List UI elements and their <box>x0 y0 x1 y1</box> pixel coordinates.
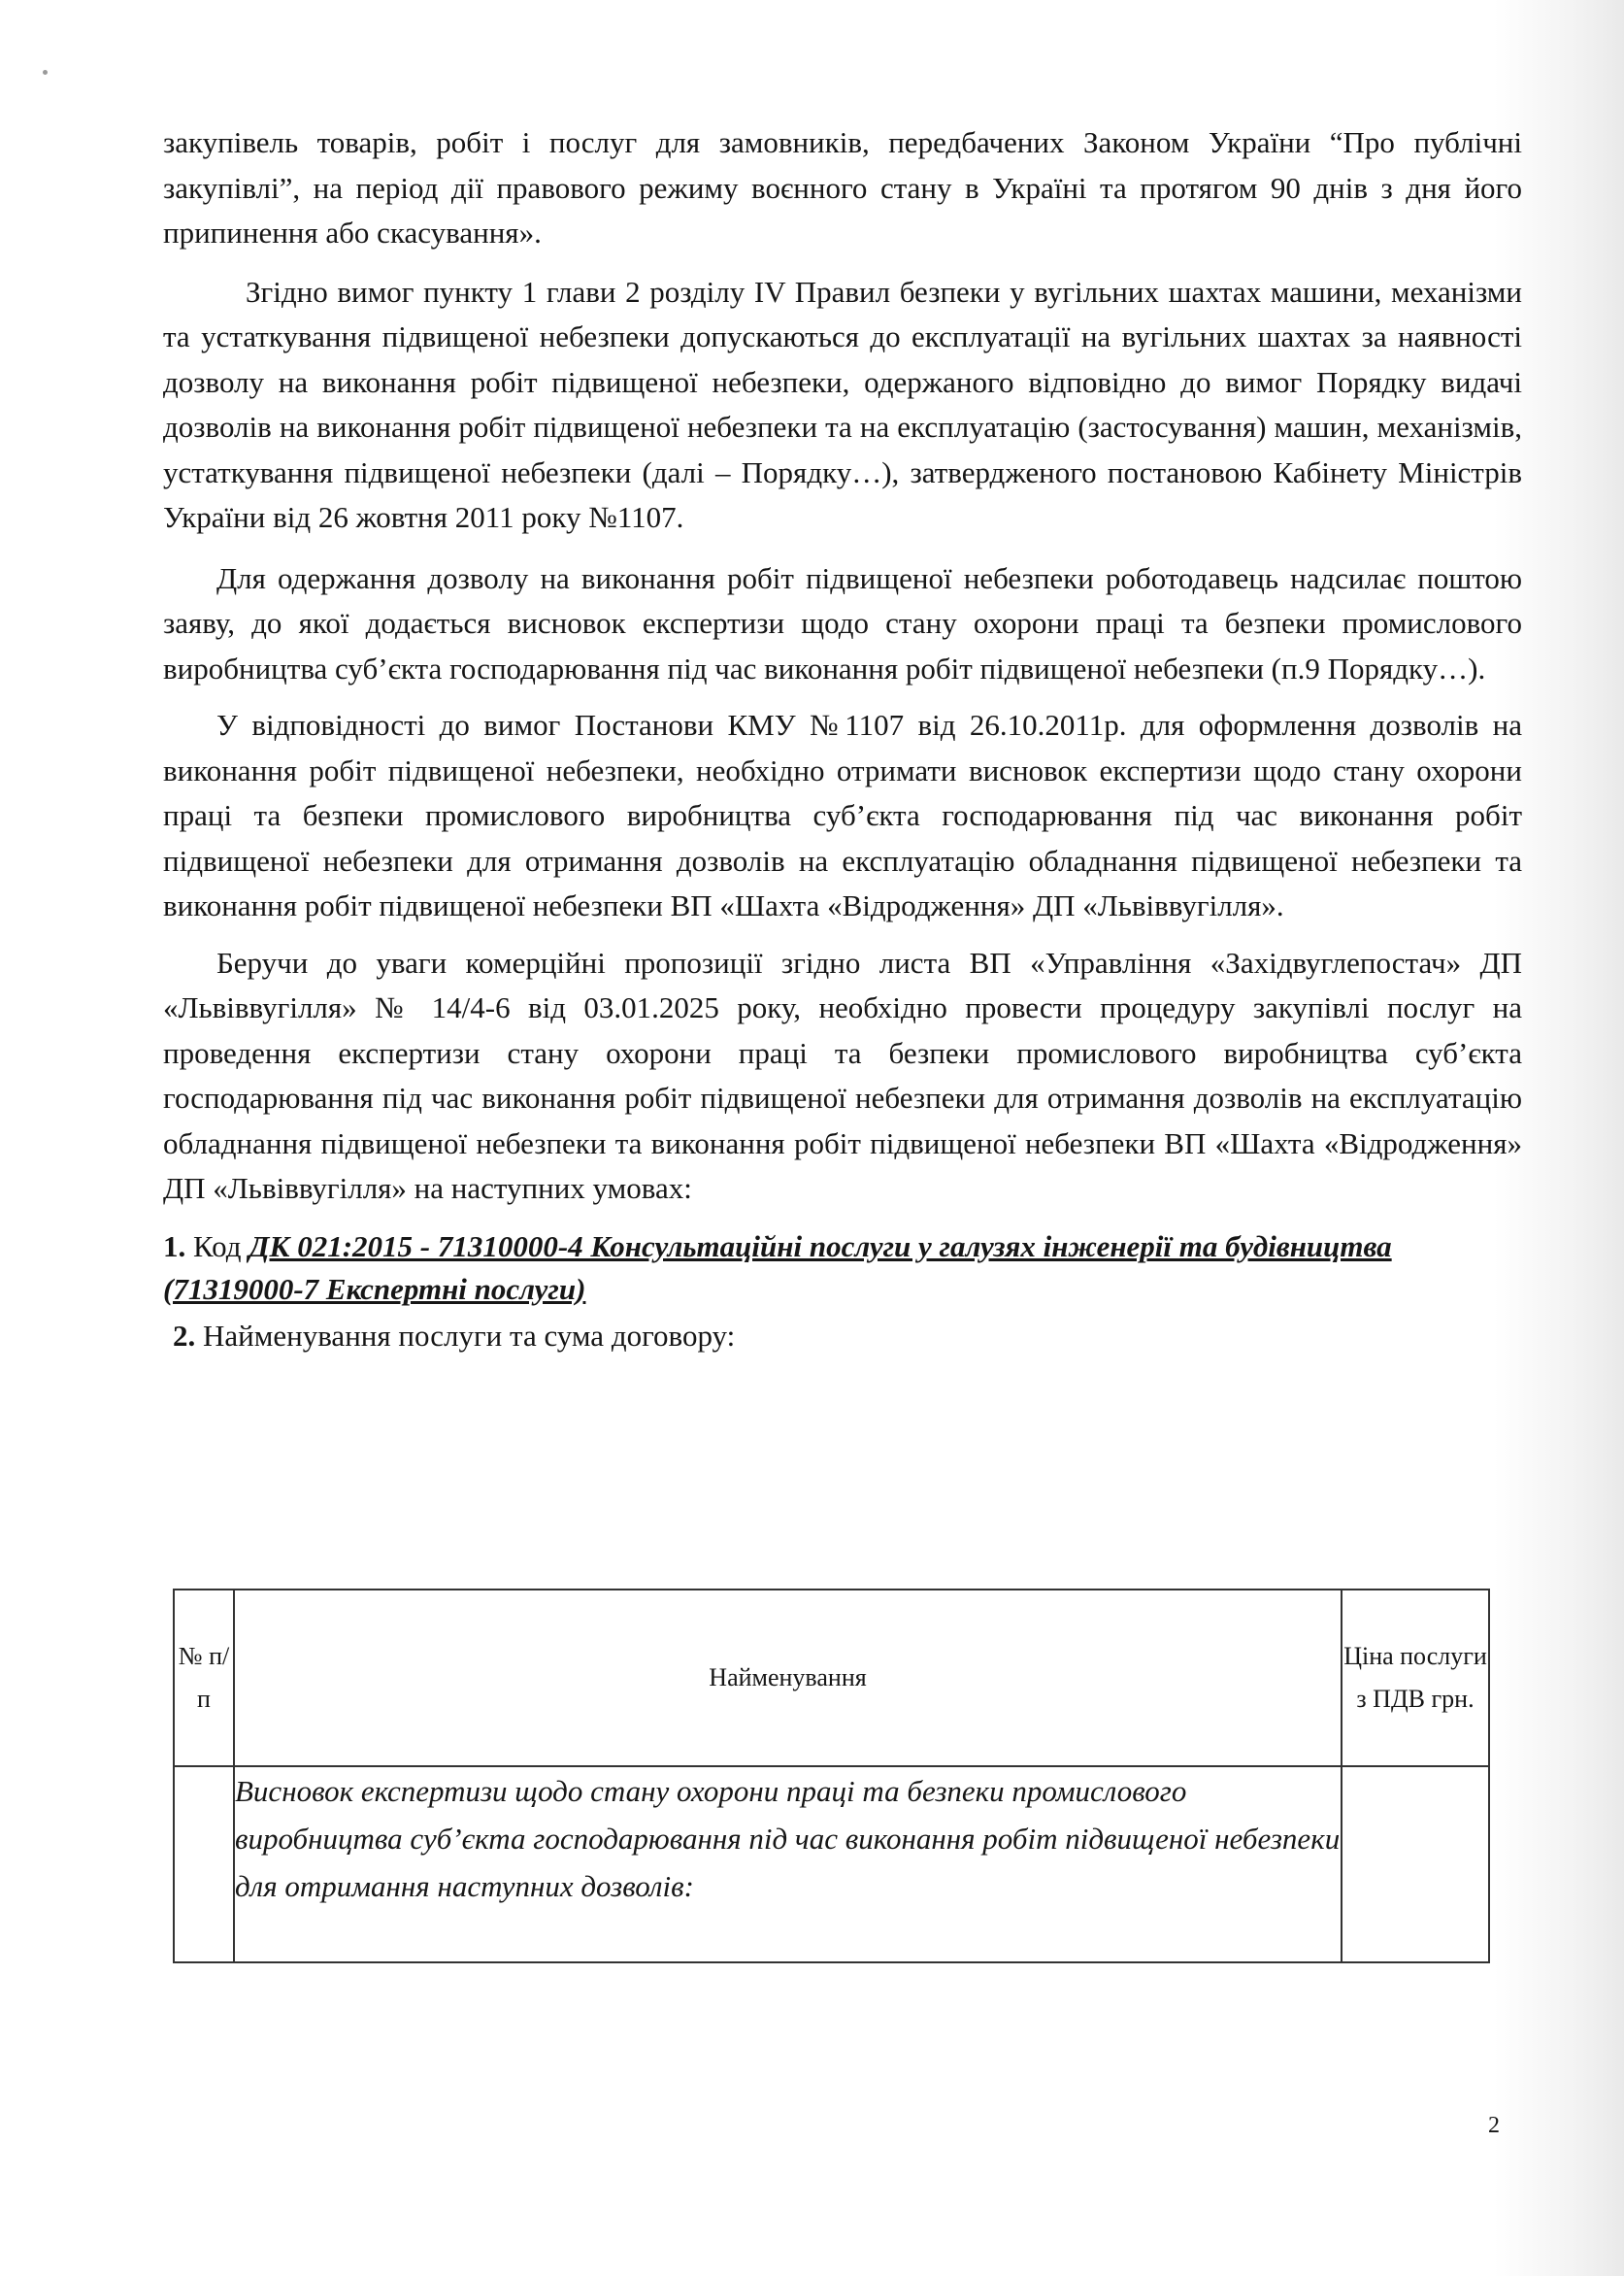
list-item-prefix: Код <box>193 1228 242 1263</box>
paragraph-resolution-requirements: У відповідності до вимог Постанови КМУ №1107 від 26.10.2011р. для оформлення дозволів на виконання робіт підвищеної небезпеки, необхідно отримати висновок експертизи щодо стану охорони праці та безпеки промислового виробництва суб’єкта господарювання під час виконання робіт підвищеної небезпеки для отримання дозволів на експлуатацію обладнання підвищеної небезпеки та виконання робіт підвищеної небезпеки ВП «Шахта «Відродження» ДП «Львіввугілля». <box>163 708 1522 922</box>
list-item-code <box>163 1225 1522 1311</box>
header-price: Ціна послуги з ПДВ грн. <box>1342 1590 1489 1766</box>
cell-number <box>174 1766 234 1962</box>
services-table <box>173 1589 1490 1963</box>
classification-code: ДК 021:2015 - 71310000-4 Консультаційні послуги у галузях інженерії та будівництва (71319000-7 Експертні послуги) <box>163 1228 1392 1306</box>
page-number: 2 <box>1488 2113 1500 2138</box>
paragraph-permit-application: Для одержання дозволу на виконання робіт підвищеної небезпеки роботодавець надсилає поштою заяву, до якої додається висновок експертизи щодо стану охорони праці та безпеки промислового виробництва суб’єкта господарювання під час виконання робіт підвищеної небезпеки (п.9 Порядку…). <box>163 560 1522 686</box>
header-number: № п/п <box>174 1590 234 1766</box>
cell-price <box>1342 1766 1489 1962</box>
list-item-number: 1. <box>163 1228 186 1263</box>
table-header-row <box>174 1590 1489 1766</box>
table-row <box>174 1766 1489 1962</box>
paragraph-safety-rules: Згідно вимог пункту 1 глави 2 розділу IV Правил безпеки у вугільних шахтах машини, механізми та устаткування підвищеної небезпеки допускаються до експлуатації на вугільних шахтах за наявності дозволу на виконання робіт підвищеної небезпеки, одержаного відповідно до вимог Порядку видачі дозволів на виконання робіт підвищеної небезпеки та на експлуатацію (застосування) машин, механізмів, устаткування підвищеної небезпеки (далі – Порядку…), затвердженого постановою Кабінету Міністрів України від 26 жовтня 2011 року №1107. <box>163 274 1522 534</box>
scan-speck <box>43 70 48 75</box>
list-item-service-name <box>173 1315 1522 1357</box>
list-item-number: 2. <box>173 1318 196 1353</box>
paragraph-continuation: закупівель товарів, робіт і послуг для замовників, передбачених Законом України “Про публічні закупівлі”, на період дії правового режиму воєнного стану в Україні та протягом 90 днів з дня його припинення або скасування». <box>163 125 1522 250</box>
cell-description: Висновок експертизи щодо стану охорони праці та безпеки промислового виробництва суб’єкта господарювання під час виконання робіт підвищеної небезпеки для отримання наступних дозволів: <box>234 1766 1342 1962</box>
document-body <box>163 120 1522 1357</box>
paragraph-commercial-proposals: Беручи до уваги комерційні пропозиції згідно листа ВП «Управління «Західвуглепостач» ДП «Львіввугілля» № 14/4-6 від 03.01.2025 року, необхідно провести процедуру закупівлі послуг на проведення експертизи стану охорони праці та безпеки промислового виробництва суб’єкта господарювання під час виконання робіт підвищеної небезпеки для отримання дозволів на експлуатацію обладнання підвищеної небезпеки та виконання робіт підвищеної небезпеки ВП «Шахта «Відродження» ДП «Львіввугілля» на наступних умовах: <box>163 945 1522 1205</box>
list-item-text: Найменування послуги та сума договору: <box>203 1318 736 1353</box>
header-name: Найменування <box>234 1590 1342 1766</box>
